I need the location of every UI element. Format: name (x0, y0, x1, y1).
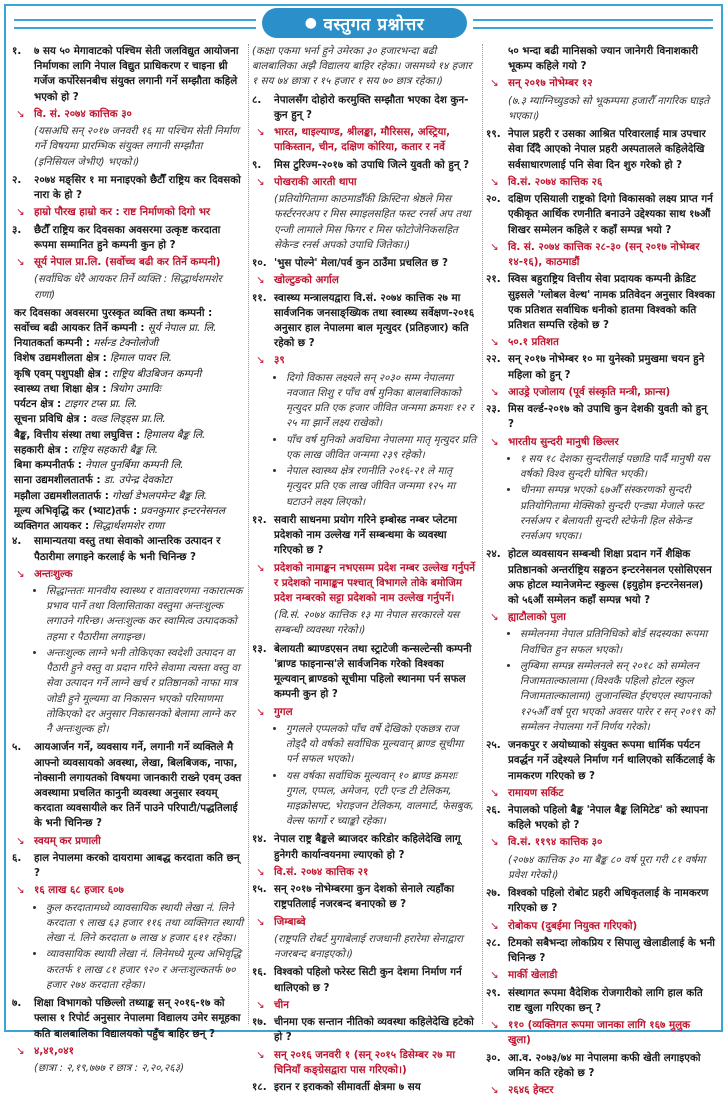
note: (२०७४ कात्तिक ३० मा बैङ्क ८० वर्ष पूरा गरी ८१ वर्षमा प्रवेश गरेको।) (508, 853, 706, 881)
list-item: सहकारी क्षेत्र : राष्ट्रिय सहकारी बैङ्क लि. (14, 443, 159, 456)
list-item: नियातकर्ता कम्पनी : मर्सन्ड टेक्नोलोजी (14, 337, 159, 350)
answer: ↘ भारत, थाइल्याण्ड, श्रीलङ्का, मौरिसस, अस्ट्रिया, पाकिस्तान, चीन, दक्षिण कोरिया, कतार र नर्वे (252, 125, 478, 155)
question: १८. इरान र इराकको सीमावर्ती क्षेत्रमा ७ सय (252, 1081, 421, 1093)
question: १९. नेपाल प्रहरी र उसका आश्रित परिवारलाई मात्र उपचार सेवा दिँदै आएको नेपाल प्रहरी अस्पतालले कहिलेदेखि सर्वसाधारणलाई पनि सेवा दिन शुरु गरेको हो ? (486, 128, 706, 171)
answer: ↘ सूर्य नेपाल प्रा.लि. (सर्वोच्च बढी कर तिर्ने कम्पनी) (12, 255, 244, 270)
column-divider (248, 44, 249, 1024)
note: (वि.सं. २०७४ कात्तिक १३ मा नेपाल सरकारले यस सम्बन्धी व्यवस्था गरेको।) (274, 609, 460, 637)
question: ७. शिक्षा विभागको पछिल्लो तथ्याङ्क सन् २०१६-१७ को फ्लास १ रिपोर्ट अनुसार नेपालमा विद्यालय उमेर समूहका कति बालबालिका विद्यालयको पहुँच बाहिर छन् ? (12, 997, 241, 1040)
answer: ↘ रोबोकप (दुबईमा नियुक्त गरिएको) (486, 919, 716, 934)
list-item: पर्यटन क्षेत्र : टाइगर टप्स प्रा. लि. (14, 398, 138, 411)
question: ८. नेपालसँग दोहोरो करमुक्ति सम्झौता भएका देश कुन-कुन हुन् ? (252, 93, 469, 121)
answer: ↘ चीन (252, 998, 478, 1013)
list-item: सर्वोच्च बढी आयकर तिर्ने कम्पनी : सूर्य नेपाल प्रा. लि. (14, 321, 217, 334)
list-item: • दिगो विकास लक्ष्यले सन् २०३० सम्म नेपालमा नवजात शिशु र पाँच वर्ष मुनिका बालबालिकाको मृत्युदर प्रति एक हजार जीवित जन्ममा क्रमशः १२ र २५ मा झार्ने लक्ष्य राखेको। (286, 371, 478, 432)
header-rule-left (14, 19, 256, 29)
question: ११. स्वास्थ्य मन्त्रालयद्वारा वि.सं. २०७४ कात्तिक २७ मा सार्वजनिक जनसाङ्ख्यिक तथा स्वास्थ्य सर्वेक्षण-२०१६ अनुसार हाल नेपालमा बाल मृत्युदर (प्रतिहजार) कति रहेको छ ? (252, 291, 475, 350)
note: (सर्वाधिक धेरै आयकर तिर्ने व्यक्ति : सिद्धार्थशमशेर राणा) (34, 273, 222, 301)
answer: ↘ सन् २०१७ नोभेम्बर १२ (486, 76, 716, 91)
bullet-icon: ● (304, 15, 318, 31)
answer: ↘ वि.सं. २०७४ कात्तिक २६ (486, 175, 716, 190)
question: २४. होटल व्यवसायन सम्बन्धी शिक्षा प्रदान गर्ने शैक्षिक प्रतिष्ठानको अन्तर्राष्ट्रिय सङ्गठन इन्टरनेसनल एसोसिएसन अफ होटल म्यानेजमेन्ट स्कुल्स (इयुहोम इन्टरनेसनल) को ५६औं सम्मेलन कहाँ सम्पन्न भयो ? (486, 548, 712, 606)
list-item: व्यक्तिगत आयकर : सिद्धार्थशमशेर राणा (14, 520, 165, 533)
answer: ↘ रामायण सर्किट (486, 786, 716, 801)
question: ३०. आ.व. २०७३/७४ मा नेपालमा कफी खेती लगाइएको जमिन कति रहेको छ ? (486, 1051, 701, 1079)
column-3 (486, 44, 716, 1096)
bullet-list (274, 371, 478, 510)
answer: ↘ ५०.१ प्रतिशत (486, 335, 716, 350)
question: १४. नेपाल राष्ट्र बैङ्कले ब्याजदर करिडोर कहिलेदेखि लागू हुनेगरी कार्यान्वयनमा ल्याएको हो ? (252, 833, 461, 861)
question: १७. चीनमा एक सन्तान नीतिको व्यवस्था कहिलेदेखि हटेको हो ? (252, 1016, 474, 1044)
list-item: सूचना प्रविधि क्षेत्र : वल्र्ड लिड्ड्स प्रा.लि. (14, 413, 166, 426)
bullet-list (34, 901, 244, 993)
question: २८. टिमको सबैभन्दा लोकप्रिय र सिपालु खेलाडीलाई के भनी चिनिन्छ ? (486, 936, 715, 965)
bullet-list (508, 627, 716, 735)
question: ४. सामान्यतया वस्तु तथा सेवाको आन्तरिक उत्पादन र पैठारीमा लगाइने करलाई के भनी चिनिन्छ ? (12, 535, 221, 563)
question: १२. सवारी साधनमा प्रयोग गरिने इम्बोस्ड नम्बर प्लेटमा प्रदेशको नाम उल्लेख गर्ने सम्बन्धमा के व्यवस्था गरिएको छ ? (252, 513, 457, 557)
bullet-list (274, 722, 478, 830)
note: (कक्षा एकमा भर्ना हुने उमेरका ३० हजारभन्दा बढी बालबालिका अझै विद्यालय बाहिर रहेका। जसमध्ये १४ हजार १ सय ७४ छात्रा र १५ हजार १ सय ७० छात्र रहेका।) (252, 45, 472, 88)
list-item: • गुगलले एप्पलको पाँच वर्षे देखिको एकछत्र राज तोड्दै यो वर्षको सर्वाधिक मूल्यवान् ब्राण्ड सूचीमा पर्न सफल भएको। (286, 722, 478, 768)
question: २५. जनकपुर र अयोध्याको संयुक्त रूपमा धार्मिक पर्यटन प्रवर्द्धन गर्ने उद्देश्यले निर्माण गर्न थालिएको सर्किटलाई के नामकरण गरिएको छ ? (486, 739, 715, 782)
question: ६. हाल नेपालमा करको दायरामा आबद्ध करदाता कति छन् ? (12, 851, 240, 880)
answer: ↘ ११० (व्यक्तिगत रूपमा जानका लागि १६७ मुलुक खुला) (486, 1018, 716, 1048)
answer: ↘ हाम्रो पौरख हाम्रो कर : राष्ट निर्माणको दिगो भर (12, 205, 244, 220)
list-item: • नेपाल स्वास्थ्य क्षेत्र रणनीति २०१६-२१ ले मातृ मृत्युदर प्रति एक लाख जीवित जन्ममा १२५ मा घटाउने लक्ष्य लिएको। (286, 464, 478, 510)
award-list (12, 321, 244, 534)
answer: ↘ पोखराकी आरती थापा (252, 175, 478, 190)
answer: ↘ भारतीय सुन्दरी मानुषी छिल्लर (486, 435, 716, 450)
question: २. २०७४ मङ्सिर १ मा मनाइएको छैटौँ राष्ट्रिय कर दिवसको नारा के हो ? (12, 173, 241, 202)
list-item: विशेष उद्यमशीलता क्षेत्र : हिमाल पावर लि. (14, 352, 172, 365)
question-continued: ५० भन्दा बढी मानिसको ज्यान जानेगरी विनाशकारी भूकम्प कहिले गयो ? (508, 45, 699, 73)
list-item: • १ सय १८ देशका सुन्दरीलाई पछाडि पार्दै मानुषी यस वर्षको विश्व सुन्दरी घोषित भएकी। (520, 452, 716, 482)
question: १३. बेलायती ब्याण्डएसन तथा स्ट्राटेजी कन्सल्टेन्सी कम्पनी 'ब्राण्ड फाइनान्स'ले सार्वजनिक गरेको विश्वका मूल्यवान् ब्राण्डको सूचीमा पहिलो स्थानमा पर्न सफल कम्पनी कुन हो ? (252, 642, 472, 701)
question: २६. नेपालको पहिलो बैङ्क 'नेपाल बैङ्क लिमिटेड' को स्थापना कहिले भएको हो ? (486, 804, 708, 832)
header-rule-right (473, 19, 713, 29)
list-item: • लुम्बिमा सम्पन्न सम्मेलनले सन् २०१८ को सम्मेलन निजामताल्कालामा (विश्वकै पहिलो होटल स्कुल निजामताल्कालामा) लुजानस्थित ईएचएल स्थापनाको १२५औँ वर्ष पूरा भएको अवसर पारेर र सन् २०१९ को सम्मेलन नेपालमा गर्ने निर्णय गरेको। (520, 659, 716, 735)
answer: ↘ २६४६ हेक्टर (486, 1083, 716, 1098)
question: १०. 'भुस पोल्ने' मेला/पर्व कुन ठाउँमा प्रचलित छ ? (252, 257, 448, 270)
note: (यसअघि सन् २०१७ जनवरी १६ मा पश्चिम सेती निर्माण गर्ने विषयमा प्रारम्भिक संयुक्त लगानी सम्झौता (इनिसियल जेभीए) भएको।) (34, 125, 240, 168)
question: २०. दक्षिण एसियाली राष्ट्रको दिगो विकासको लक्ष्य प्राप्त गर्न एकीकृत आर्थिक रणनीति बनाउने उद्देश्यका साथ १७औं शिखर सम्मेलन कहिले र कहाँ सम्पन्न भयो ? (486, 193, 713, 236)
bullet-list (508, 452, 716, 544)
question: १५. सन् २०१७ नोभेम्बरमा कुन देशको सेनाले त्यहाँका राष्ट्रपतिलाई नजरबन्द बनाएको छ ? (252, 883, 455, 911)
answer: ↘ वि.सं. ११९४ कात्तिक ३० (486, 835, 716, 850)
list-item: • सिद्धान्ततः मानवीय स्वास्थ्य र वातावरणमा नकारात्मक प्रभाव पार्ने तथा विलासिताका वस्तुमा अन्तःशुल्क लगाउने गरिन्छ। अन्तःशुल्क कर स्वामित्व उत्पादकको तहमा र पैठारीमा लगाइन्छ। (46, 584, 244, 645)
list-item: • यस वर्षका सर्वाधिक मूल्यवान् १० ब्राण्ड क्रमशः गुगल, एप्पल, अमेजन, एटी एन्ड टी टेलिकम, माइक्रोसफ्ट, भेराइजन टेलिकम, वालमार्ट, फेसबुक, वेल्स फार्गो र च्याङ्को रहेका। (286, 769, 478, 830)
question: २३. मिस वर्ल्ड-२०१७ को उपाधि कुन देशकी युवती को हुन् ? (486, 403, 707, 431)
answer: ↘ गुगल (252, 705, 478, 720)
answer: ↘ जिम्बाब्वे (252, 915, 478, 930)
answer: ↘ वि.सं. २०७४ कात्तिक २१ (252, 865, 478, 880)
answer: ↘ अन्तःशुल्क (12, 567, 244, 582)
answer: ↘ वि. सं. २०७४ कात्तिक २८-३० (सन् २०१७ नोभेम्बर १४-१६), काठमाडौं (486, 240, 716, 270)
column-1 (12, 44, 244, 1074)
note: (राष्ट्रपति रोबर्ट मुगाबेलाई राजधानी हरारेमा सेनाद्वारा नजरबन्द बनाइएको।) (274, 932, 463, 961)
question: २९. संस्थागत रूपमा वैदेशिक रोजगारीको लागि हाल कति राष्ट खुला गरिएका छन् ? (486, 986, 703, 1014)
answer: ↘ सन् २०१६ जनवरी १ (सन् २०१५ डिसेम्बर २७ मा चिनियाँ कङ्ग्रेसद्वारा पास गरिएको।) (252, 1048, 478, 1078)
answer: ↘ खोल्टुङको अर्गाल (252, 273, 478, 288)
answer: ↘ प्रदेशको नामाङ्कन नभएसम्म प्रदेश नम्बर उल्लेख गर्नुपर्ने र प्रदेशको नामाङ्कन पश्चात् विभागले तोके बमोजिम प्रदेश नम्बरको सट्टा प्रदेशको नाम उल्लेख गर्नुपर्ने। (252, 561, 478, 607)
list-intro: कर दिवसका अवसरमा पुरस्कृत व्यक्ति तथा कम्पनी : (14, 306, 213, 319)
answer: ↘ ह्याटौलाको पुला (486, 610, 716, 625)
list-item: बैङ्क, वित्तीय संस्था तथा लघुवित्त : हिमालय बैङ्क लि. (14, 428, 206, 441)
list-item: • सम्मेलनमा नेपाल प्रतिनिधिको बोर्ड सदस्यका रूपमा निर्वाचित हुन सफल भएको। (520, 627, 716, 657)
list-item: • पाँच वर्ष मुनिको अवधिमा नेपालमा मातृ मृत्युदर प्रति एक लाख जीवित जन्ममा २३९ रहेको। (286, 433, 478, 463)
answer: ↘ वि. सं. २०७४ कात्तिक ३० (12, 107, 244, 122)
question: १६. विश्वको पहिलो फरेस्ट सिटी कुन देशमा निर्माण गर्न थालिएको छ ? (252, 966, 462, 994)
page-title (262, 8, 467, 38)
question: २७. विश्वको पहिलो रोबोट प्रहरी अधिकृतलाई के नामकरण गरिएको छ ? (486, 887, 709, 915)
note: (७.३ म्याग्निच्युडको सो भूकम्पमा हजारौँ नागरिक घाइते भएका।) (508, 94, 710, 122)
answer: ↘ ३९ (252, 353, 478, 368)
answer: ↘ आउड्रे एजोलाय (पूर्व संस्कृति मन्त्री, फ्रान्स) (486, 385, 716, 400)
list-item: स्वास्थ्य तथा शिक्षा क्षेत्र : त्रियोग उमाविः (14, 382, 161, 395)
list-item: • चीनमा सम्पन्न भएको ६७औँ संस्करणको सुन्दरी प्रतियोगितामा मेक्सिको सुन्दरी एन्ड्या मेजाले फस्ट रनर्सअप र बेलायती सुन्दरी स्टेफेनी हिल सेकेन्ड रनर्सअप भएका। (520, 483, 716, 544)
question: ५. आयआर्जन गर्ने, व्यवसाय गर्ने, लगानी गर्ने व्यक्तिले मै आफ्नो व्यवसायको अवस्था, लेखा, बिलबिजक, नाफा, नोक्सानी लगायतको विषयमा जानकारी राख्ने एवम् उक्त अवस्थामा प्रचलित कानुनी व्यवस्था अनुसार स्वयम् करदाता व्यवसायीले कर तिर्ने पाउने परिपाटी/पद्धतिलाई के भनी चिनिन्छ ? (12, 741, 242, 830)
answer: ↘ १६ लाख ६८ हजार ६०७ (12, 883, 244, 898)
answer: ↘ स्वयम् कर प्रणाली (12, 834, 244, 849)
list-item: मझौला उद्यमशीलतातर्फ : गोर्खा डेभलपमेन्ट बैङ्क लि. (14, 489, 207, 502)
list-item: मूल्य अभिवृद्धि कर (भ्याट)तर्फ : प्रवनकुमार इन्टरनेसनल (14, 504, 225, 517)
list-item: कृषि एवम् पशुपक्षी क्षेत्र : राष्ट्रिय बीउबिजन कम्पनी (14, 367, 202, 380)
answer: ↘ ४,४१,०४१ (12, 1044, 244, 1059)
page-title-text: वस्तुगत प्रश्नोत्तर (323, 14, 425, 35)
note: (छात्रा : २,१९,७७७ र छात्र : २,२०,२६३) (34, 1062, 184, 1074)
column-divider (482, 44, 483, 1024)
list-item: साना उद्यमशीलतातर्फ : डा. उपेन्द्र देवकोटा (14, 474, 172, 487)
question: २१. स्विस बहुराष्ट्रिय वित्तीय सेवा प्रदायक कम्पनी क्रेडिट सुइसले 'ग्लोबल वेल्थ' नामक प्रतिवेदन अनुसार विश्वका एक प्रतिशत सर्वाधिक धनीको हातमा विश्वको कति प्रतिशत सम्पत्ति रहेको छ ? (486, 273, 715, 331)
list-item: • कुल करदातामध्ये व्यावसायिक स्थायी लेखा नं. लिने करदाता ९ लाख ६३ हजार ११६ तथा व्यक्तिगत स्थायी लेखा नं. लिने करदाता ७ लाख ४ हजार ६११ रहेका। (46, 901, 244, 947)
bullet-list (34, 584, 244, 737)
list-item: • अन्तःशुल्क लाग्ने भनी तोकिएका स्वदेशी उत्पादन वा पैठारी हुने वस्तु वा प्रदान गरिने सेवामा त्यस्ता वस्तु वा सेवा उत्पादन गर्ने लाग्ने खर्च र प्रतिष्ठानको नाफा मात्र जोडी हुने मूल्यमा वा निकासन भएको परिमाणमा तोकिएको दर अनुसार निकासनको बेलामा लाग्ने कर नै अन्तःशुल्क हो। (46, 646, 244, 737)
note: (प्रतियोगितामा काठमाडौँकी क्रिस्टिना श्रेष्ठले मिस फर्स्टरनरअप र मिस स्माइलसहित फस्ट रनर्स अप तथा एन्जी लामाले मिस फिगर र मिस फोटोजेनिकसहित सेकेन्ड रनर्स अपको उपाधि जितेका।) (274, 193, 471, 251)
answer: ↘ मार्की खेलाडी (486, 968, 716, 983)
list-item: • व्यावसायिक स्थायी लेखा नं. लिनेमध्ये मूल्य अभिवृद्धि करतर्फ १ लाख ८१ हजार ९२० र अन्तःशुल्कतर्फ ७० हजार २७४ करदाता रहेका। (46, 947, 244, 993)
question: ९. मिस टुरिज्म-२०१७ को उपाधि जित्ने युवती को हुन् ? (252, 158, 470, 171)
question: १. ७ सय ५० मेगावाटको पश्चिम सेती जलविद्युत आयोजना निर्माणका लागि नेपाल विद्युत प्राधिकरण र चाइना थ्री गर्जेज कर्पोरेसनबीच संयुक्त लगानी गर्ने सम्झौता कहिले भएको हो ? (12, 45, 239, 103)
question: ३. छैटौँ राष्ट्रिय कर दिवसका अवसरमा उत्कृष्ट करदाता रूपमा सम्मानित हुने कम्पनी कुन हो ? (12, 223, 221, 251)
question: २२. सन् २०१७ नोभेम्बर १० मा युनेस्कोे प्रमुखमा चयन हुने महिला को हुन् ? (486, 353, 705, 381)
column-2 (252, 44, 478, 1093)
list-item: बिमा कम्पनीतर्फ : नेपाल पुनर्बिमा कम्पनी लि. (14, 459, 184, 472)
